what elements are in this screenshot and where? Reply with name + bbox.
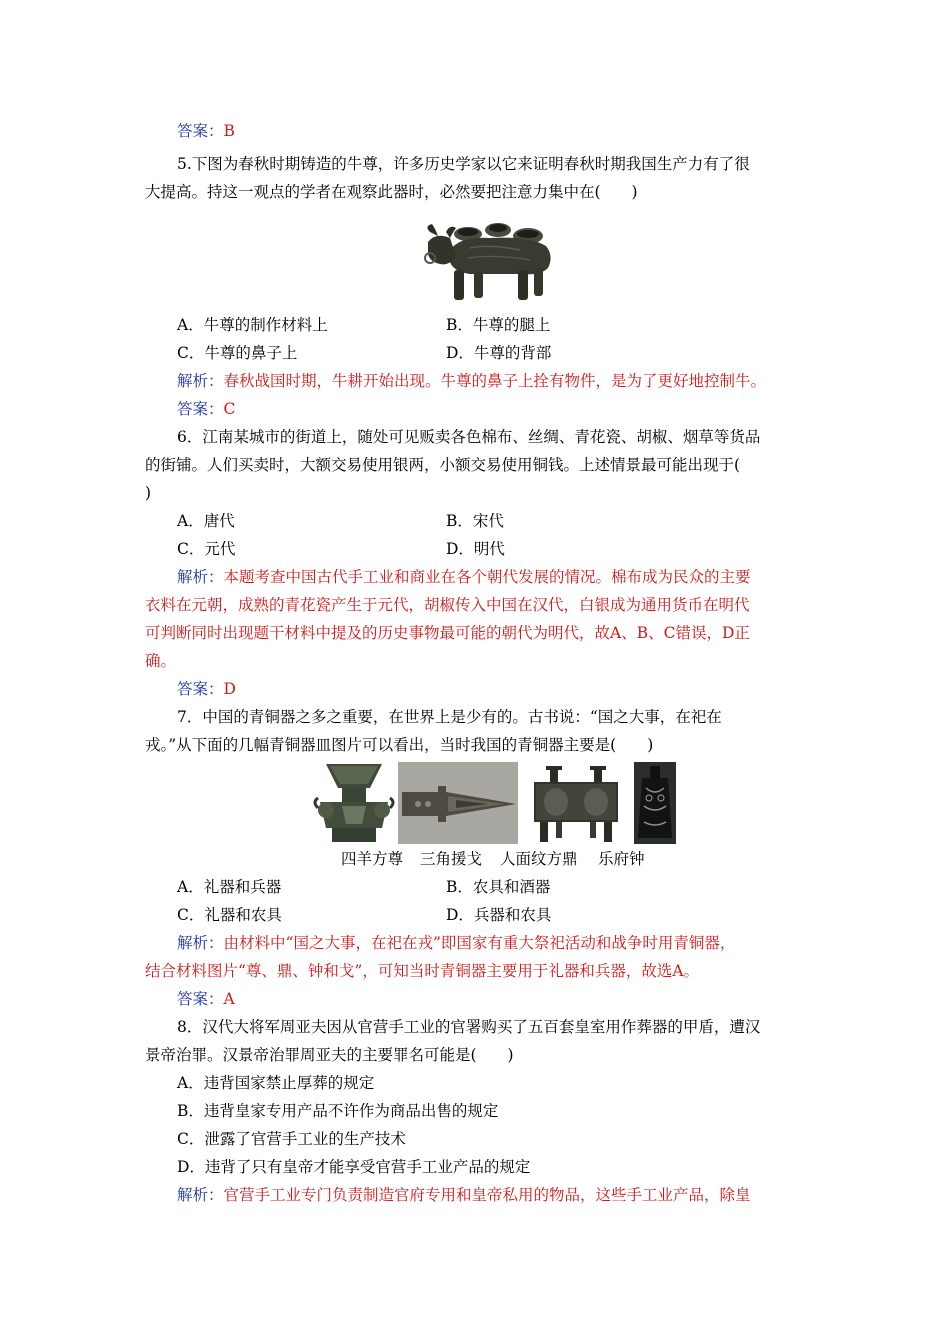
answer-label: 答案： — [177, 990, 224, 1008]
q6-option-c: C．元代 — [177, 540, 236, 558]
q7-option-c: C．礼器和农具 — [177, 906, 282, 924]
q5-analysis — [177, 370, 766, 392]
triangular-ge-dagger-image — [398, 762, 518, 844]
q7-analysis-line-2: 结合材料图片“尊、鼎、钟和戈”，可知当时青铜器主要用于礼器和兵器，故选A。 — [145, 962, 700, 980]
q8-analysis-line-1 — [177, 1184, 751, 1206]
caption-human-face-ding: 人面纹方鼎 — [500, 850, 578, 868]
q8-option-d: D．违背了只有皇帝才能享受官营手工业产品的规定 — [177, 1158, 531, 1176]
q6-analysis-line-4: 确。 — [145, 652, 177, 670]
q5-stem-line-2: 大提高。持这一观点的学者在观察此器时，必然要把注意力集中在( ) — [145, 183, 638, 201]
q5-stem-line-1: 5.下图为春秋时期铸造的牛尊，许多历史学家以它来证明春秋时期我国生产力有了很 — [177, 155, 750, 173]
q5-option-b: B．牛尊的腿上 — [446, 316, 551, 334]
analysis-label: 解析： — [177, 372, 224, 390]
caption-triangular-ge: 三角援戈 — [420, 850, 483, 868]
q8-option-c: C．泄露了官营手工业的生产技术 — [177, 1130, 406, 1148]
answer-label: 答案： — [177, 680, 224, 698]
q6-stem-line-1: 6．江南某城市的街道上，随处可见贩卖各色棉布、丝绸、青花瓷、胡椒、烟草等货品 — [177, 428, 761, 446]
q7-stem-line-1: 7．中国的青铜器之多之重要，在世界上是少有的。古书说：“国之大事，在祀在 — [177, 708, 722, 726]
q6-analysis-line-3: 可判断同时出现题干材料中提及的历史事物最可能的朝代为明代，故A、B、C错误，D正 — [145, 624, 750, 642]
q7-option-a: A．礼器和兵器 — [177, 878, 282, 896]
q6-option-d: D．明代 — [446, 540, 505, 558]
answer-label: 答案： — [177, 400, 224, 418]
yuefu-bell-image — [634, 762, 676, 844]
q5-option-c: C．牛尊的鼻子上 — [177, 344, 298, 362]
q6-analysis-line-1 — [177, 566, 751, 588]
q6-stem-line-2: 的街铺。人们买卖时，大额交易使用银两，小额交易使用铜钱。上述情景最可能出现于( — [145, 456, 741, 474]
answer-value: C — [223, 400, 236, 418]
analysis-text: 由材料中“国之大事，在祀在戎”即国家有重大祭祀活动和战争时用青铜器， — [223, 934, 736, 952]
caption-yuefu-bell: 乐府钟 — [598, 850, 645, 868]
analysis-text: 本题考查中国古代手工业和商业在各个朝代发展的情况。棉布成为民众的主要 — [223, 568, 751, 586]
q7-stem-line-2: 戎。”从下面的几幅青铜器皿图片可以看出，当时我国的青铜器主要是( ) — [145, 736, 654, 754]
q6-answer — [177, 678, 236, 700]
q6-option-b: B．宋代 — [446, 512, 504, 530]
q8-stem-line-1: 8．汉代大将军周亚夫因从官营手工业的官署购买了五百套皇室用作葬器的甲盾，遭汉 — [177, 1018, 761, 1036]
answer-value: A — [223, 990, 235, 1008]
analysis-label: 解析： — [177, 568, 224, 586]
q5-answer — [177, 398, 235, 420]
human-face-square-ding-image — [520, 762, 632, 844]
analysis-text: 春秋战国时期，牛耕开始出现。牛尊的鼻子上拴有物件，是为了更好地控制牛。 — [223, 372, 767, 390]
q7-answer — [177, 988, 235, 1010]
answer-label: 答案： — [177, 122, 224, 140]
q7-option-b: B．农具和酒器 — [446, 878, 551, 896]
q7-analysis-line-1 — [177, 932, 735, 954]
four-ram-square-zun-image — [312, 762, 396, 844]
q6-analysis-line-2: 衣料在元朝，成熟的青花瓷产生于元代，胡椒传入中国在汉代，白银成为通用货币在明代 — [145, 596, 750, 614]
answer-value: D — [223, 680, 236, 698]
analysis-label: 解析： — [177, 934, 224, 952]
bronze-ox-zun-image — [420, 212, 558, 308]
caption-four-ram-zun: 四羊方尊 — [341, 850, 404, 868]
q5-option-d: D．牛尊的背部 — [446, 344, 552, 362]
q8-option-b: B．违背皇家专用产品不许作为商品出售的规定 — [177, 1102, 499, 1120]
q6-option-a: A．唐代 — [177, 512, 235, 530]
q5-option-a: A．牛尊的制作材料上 — [177, 316, 328, 334]
answer-value: B — [223, 122, 235, 140]
q4-answer — [177, 120, 235, 142]
analysis-label: 解析： — [177, 1186, 224, 1204]
q6-stem-line-3: ) — [145, 484, 152, 502]
q7-option-d: D．兵器和农具 — [446, 906, 552, 924]
analysis-text: 官营手工业专门负责制造官府专用和皇帝私用的物品，这些手工业产品，除皇 — [223, 1186, 751, 1204]
q8-option-a: A．违背国家禁止厚葬的规定 — [177, 1074, 375, 1092]
q8-stem-line-2: 景帝治罪。汉景帝治罪周亚夫的主要罪名可能是( ) — [145, 1046, 514, 1064]
